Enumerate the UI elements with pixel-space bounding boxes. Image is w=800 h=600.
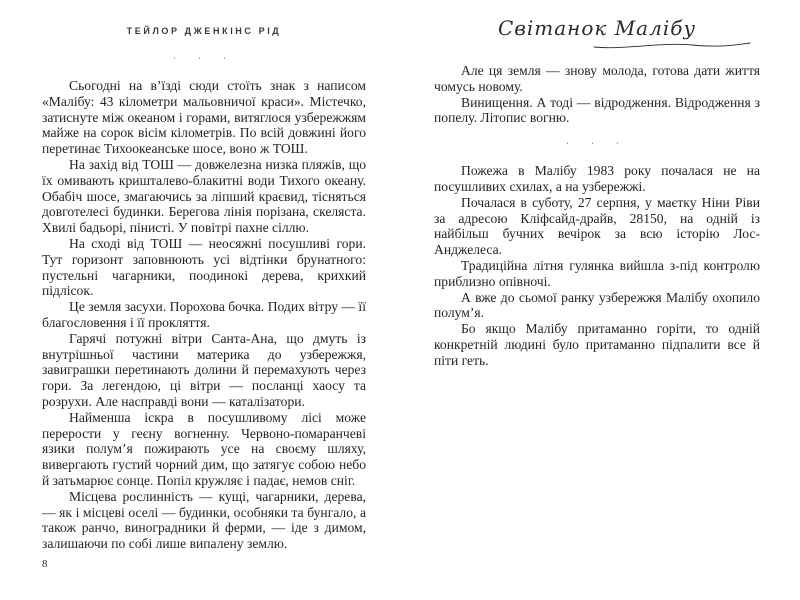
body-paragraph: Найменша іскра в посушливому лісі може перерости у геєну вогненну. Червоно-помаранчеві язики полумʼя пожирають усе на своєму шляху, вивергають густий чорний дим, що затягує собою небо й затьмарює сонце. Попіл кружляє і падає, немов сніг. [42, 409, 366, 488]
body-paragraph: Традиційна літня гулянка вийшла з-під контролю приблизно опівночі. [434, 257, 760, 289]
running-head-author: ТЕЙЛОР ДЖЕНКІНС РІД [126, 26, 282, 36]
body-paragraph: Бо якщо Малібу притаманно горіти, то одній конкретній людині було притаманно підпалити все й піти геть. [434, 321, 760, 368]
section-separator: · · · [172, 52, 236, 65]
right-page-body [434, 63, 760, 369]
running-head-title-text: Світанок Малібу [497, 16, 697, 40]
section-separator: · · · [565, 137, 629, 151]
body-paragraph: Але ця земля — знову молода, готова дати життя чомусь новому. [434, 63, 760, 94]
body-paragraph: Почалася в суботу, 27 серпня, у маєтку Ніни Ріви за адресою Кліфсайд-драйв, 28150, на одній із найбільш бучних вечірок за всю історію Лос-Анджелеса. [434, 194, 760, 258]
body-paragraph: А вже до сьомої ранку узбережжя Малібу охопило полумʼя. [434, 289, 760, 321]
body-paragraph: Сьогодні на вʼїзді сюди стоїть знак з написом «Малібу: 43 кілометри мальовничої краси». Містечко, затиснуте між океаном і горами, витяглося узбережжям майже на сорок вісім кілометрів. По всій довжині його перетинає Тихоокеанське шосе, воно ж ТОШ. [42, 78, 366, 157]
body-paragraph: Це земля засухи. Порохова бочка. Подих вітру — її благословення і її прокляття. [42, 299, 366, 330]
body-paragraph: На сході від ТОШ — неосяжні посушливі гори. Тут горизонт заповнюють усі відтінки брунатного: пустельні чагарники, поодинокі дерева, крихкий підлісок. [42, 235, 366, 299]
body-paragraph: Винищення. А тоді — відродження. Відродження з попелу. Літопис вогню. [434, 94, 760, 126]
page-number: 8 [42, 558, 48, 570]
running-head-title [434, 16, 760, 50]
page-right [434, 0, 760, 600]
left-page-body [42, 78, 366, 552]
body-paragraph: Місцева рослинність — кущі, чагарники, дерева, — як і місцеві оселі — будинки, особняки та бунгало, а також ранчо, виноградники й ферми, — іде з димом, залишаючи по собі лише випалену землю. [42, 488, 366, 552]
body-paragraph: Пожежа в Малібу 1983 року почалася не на посушливих схилах, а на узбережжі. [434, 163, 760, 194]
flourish-underline-icon [592, 40, 752, 50]
page-left [42, 0, 366, 600]
body-paragraph: Гарячі потужні вітри Санта-Ана, що дмуть із внутрішньої частини материка до узбережжя, завиграшки перетинають долини й перемахують через гори. За легендою, ці вітри — посланці хаосу та розрухи. Але насправді вони — каталізатори. [42, 330, 366, 409]
body-paragraph: На захід від ТОШ — довжелезна низка пляжів, що їх омивають кришталево-блакитні води Тихого океану. Обабіч шосе, змагаючись за ліпший краєвид, тісняться довготелесі будинки. Берегова лінія порізана, скеляста. Хвилі бадьорі, пінисті. У повітрі пахне сіллю. [42, 156, 366, 236]
